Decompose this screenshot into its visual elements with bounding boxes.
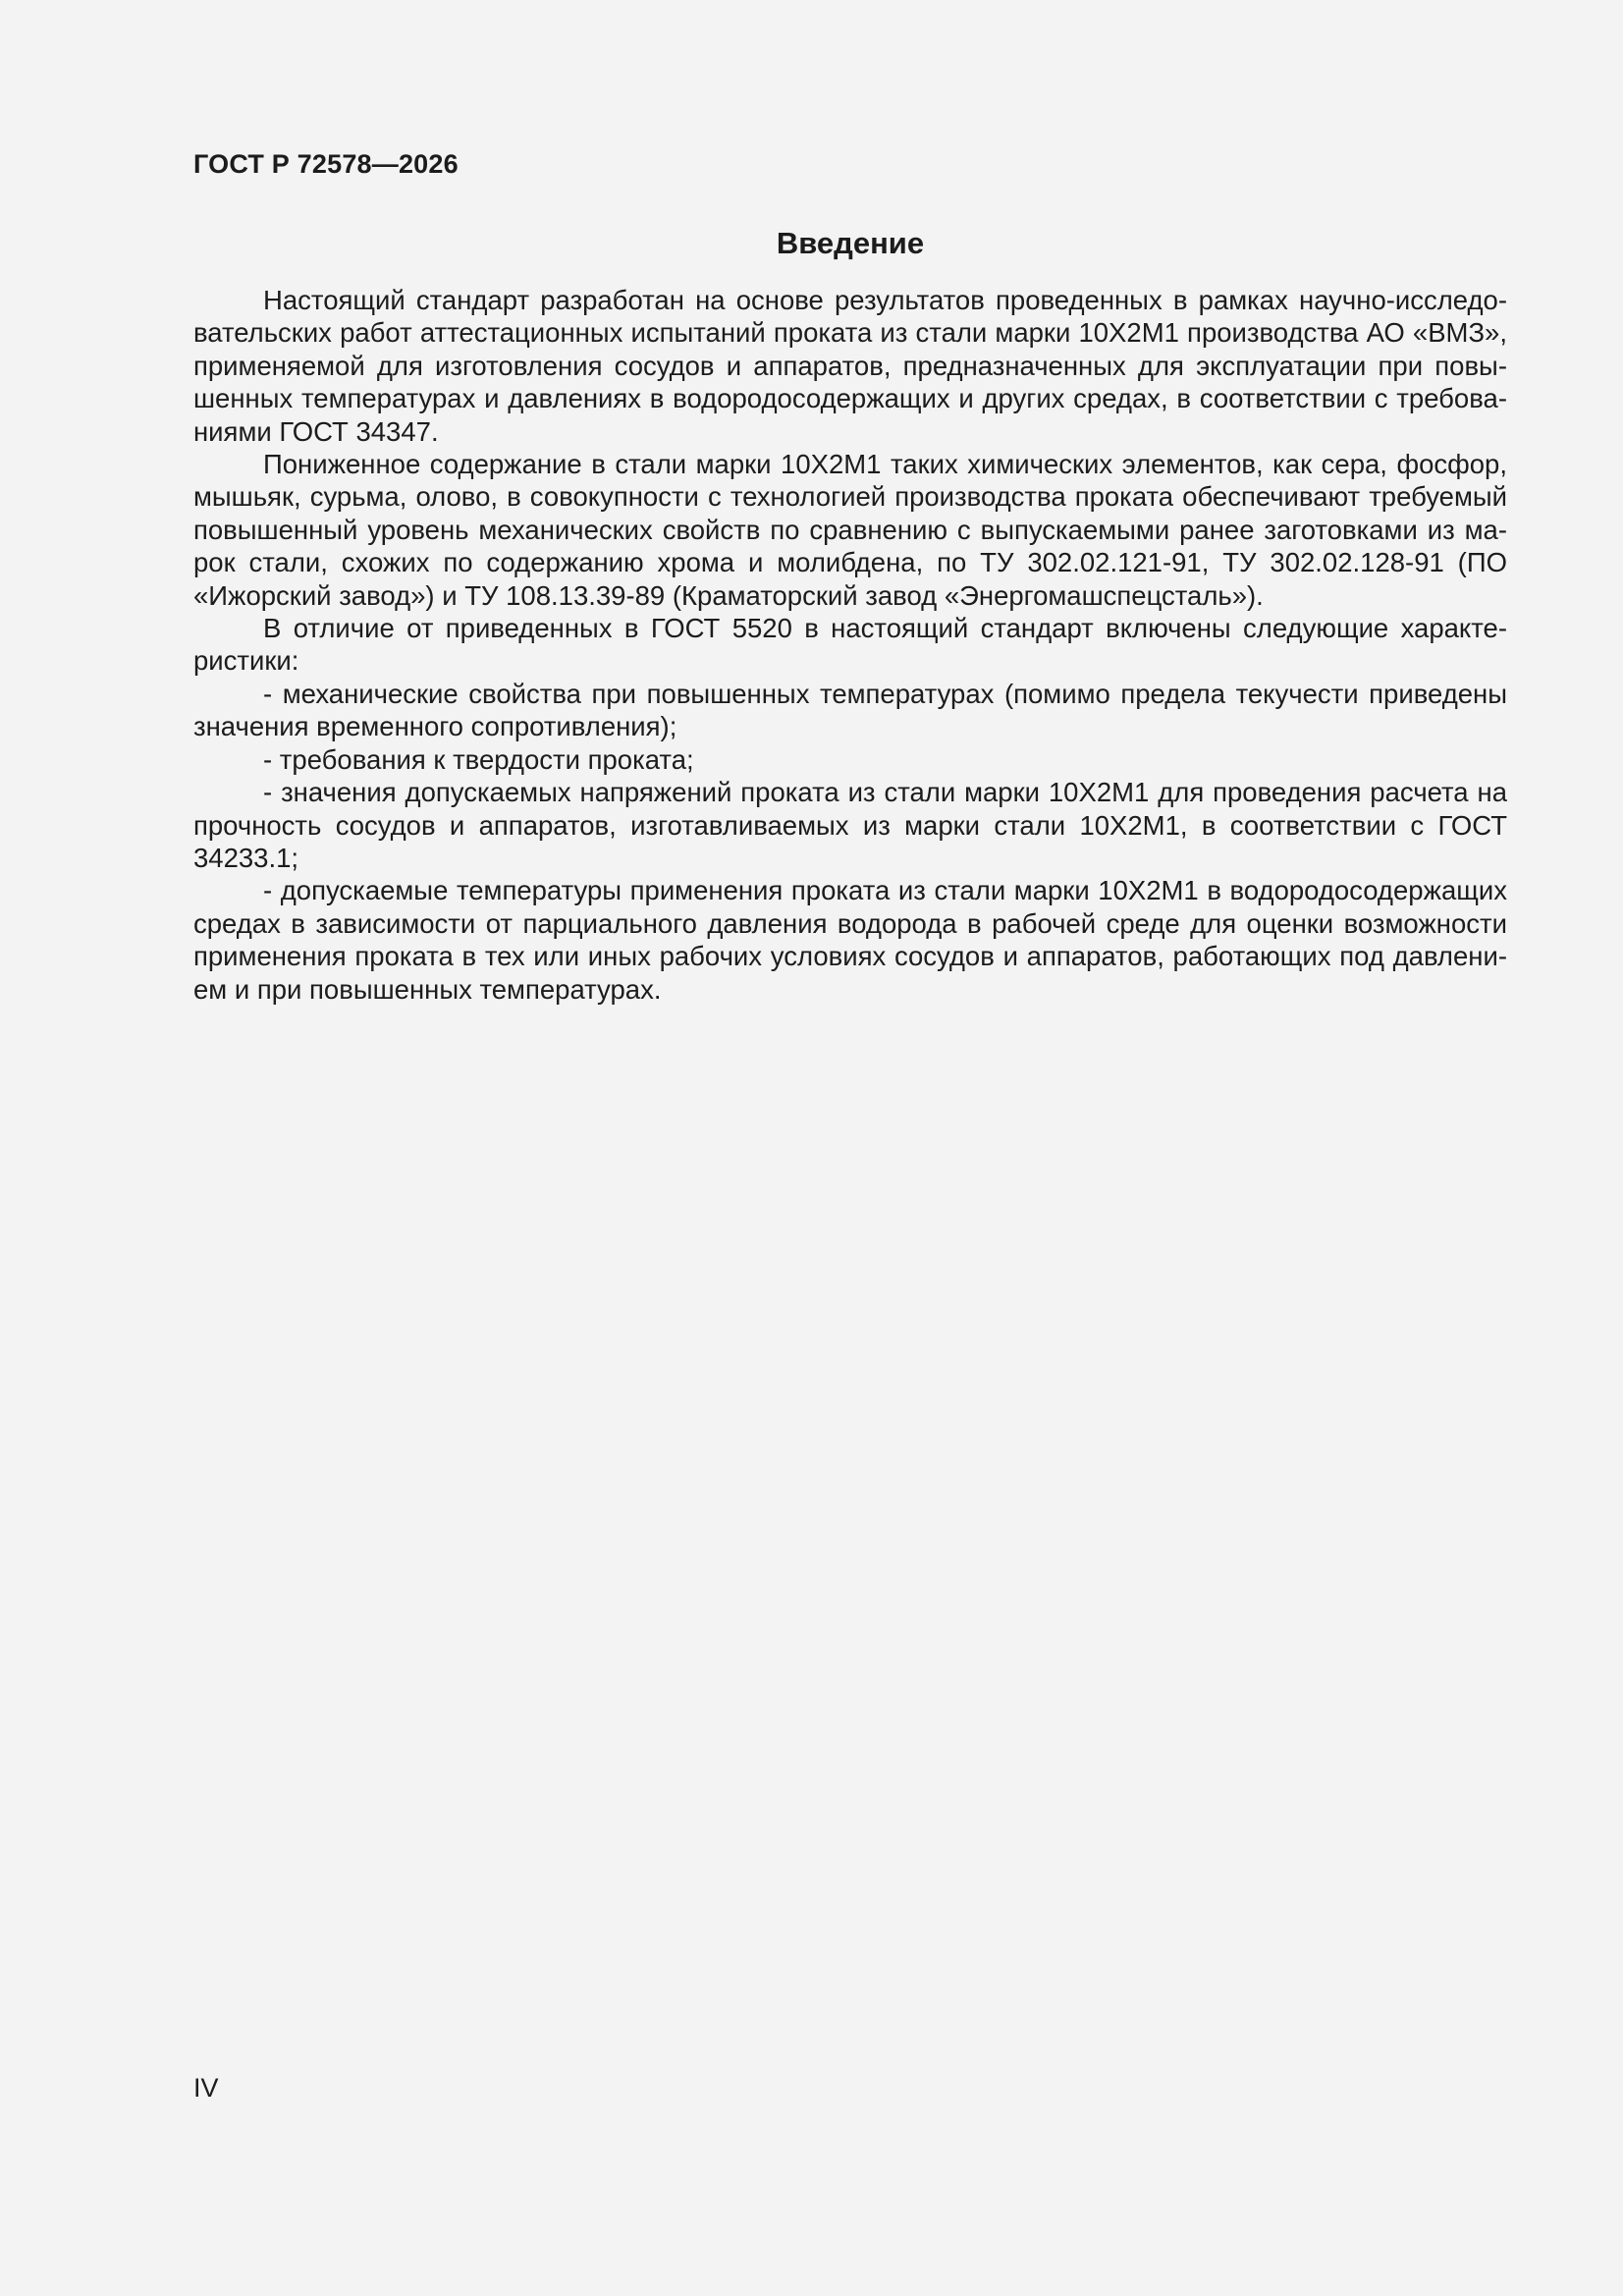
list-item: - механические свойства при повышенных температурах (помимо предела текучести приведены значения временного сопротивления); [193, 678, 1507, 742]
document-header: ГОСТ Р 72578—2026 [193, 149, 459, 179]
list-item: - значения допускаемых напряжений проката из стали марки 10Х2М1 для проведения расчета на прочность сосудов и аппаратов, изготавливаемых из марки стали 10Х2М1, в соответствии с ГОСТ 34233.1; [193, 777, 1507, 873]
paragraph-composition: Пониженное содержание в стали марки 10Х2М1 таких химических элементов, как сера, фосфор, мышьяк, сурьма, олово, в совокупности с технологией производства проката обеспечивают требуемый повышенный уровень механических свойств по сравнению с выпускаемыми ранее заготовками из марок стали, схожих по содержанию хрома и молибдена, по ТУ 302.02.121-91, ТУ 302.02.128-91 (ПО «Ижорский завод») и ТУ 108.13.39-89 (Краматорский завод «Энергомашспецсталь»). [193, 449, 1507, 611]
list-item: - требования к твердости проката; [263, 743, 694, 775]
paragraph-differences: В отличие от приведенных в ГОСТ 5520 в настоящий стандарт включены следующие характеристики: [193, 613, 1507, 677]
list-item: - допускаемые температуры применения проката из стали марки 10Х2М1 в водородосодержащих средах в зависимости от парциального давления водорода в рабочей среде для оценки возможности применения проката в тех или иных рабочих условиях сосудов и аппаратов, работающих под давлением и при повышенных температурах. [193, 875, 1507, 1005]
document-body [193, 284, 1507, 1006]
page-number: IV [193, 2073, 219, 2103]
paragraph-intro: Настоящий стандарт разработан на основе результатов проведенных в рамках научно-исследовательских работ аттестационных испытаний проката из стали марки 10Х2М1 производства АО «ВМЗ», применяемой для изготовления сосудов и аппаратов, предназначенных для эксплуатации при повышенных температурах и давлениях в водородосодержащих и других средах, в соответствии с требованиями ГОСТ 34347. [193, 285, 1507, 447]
section-title: Введение [776, 226, 925, 260]
